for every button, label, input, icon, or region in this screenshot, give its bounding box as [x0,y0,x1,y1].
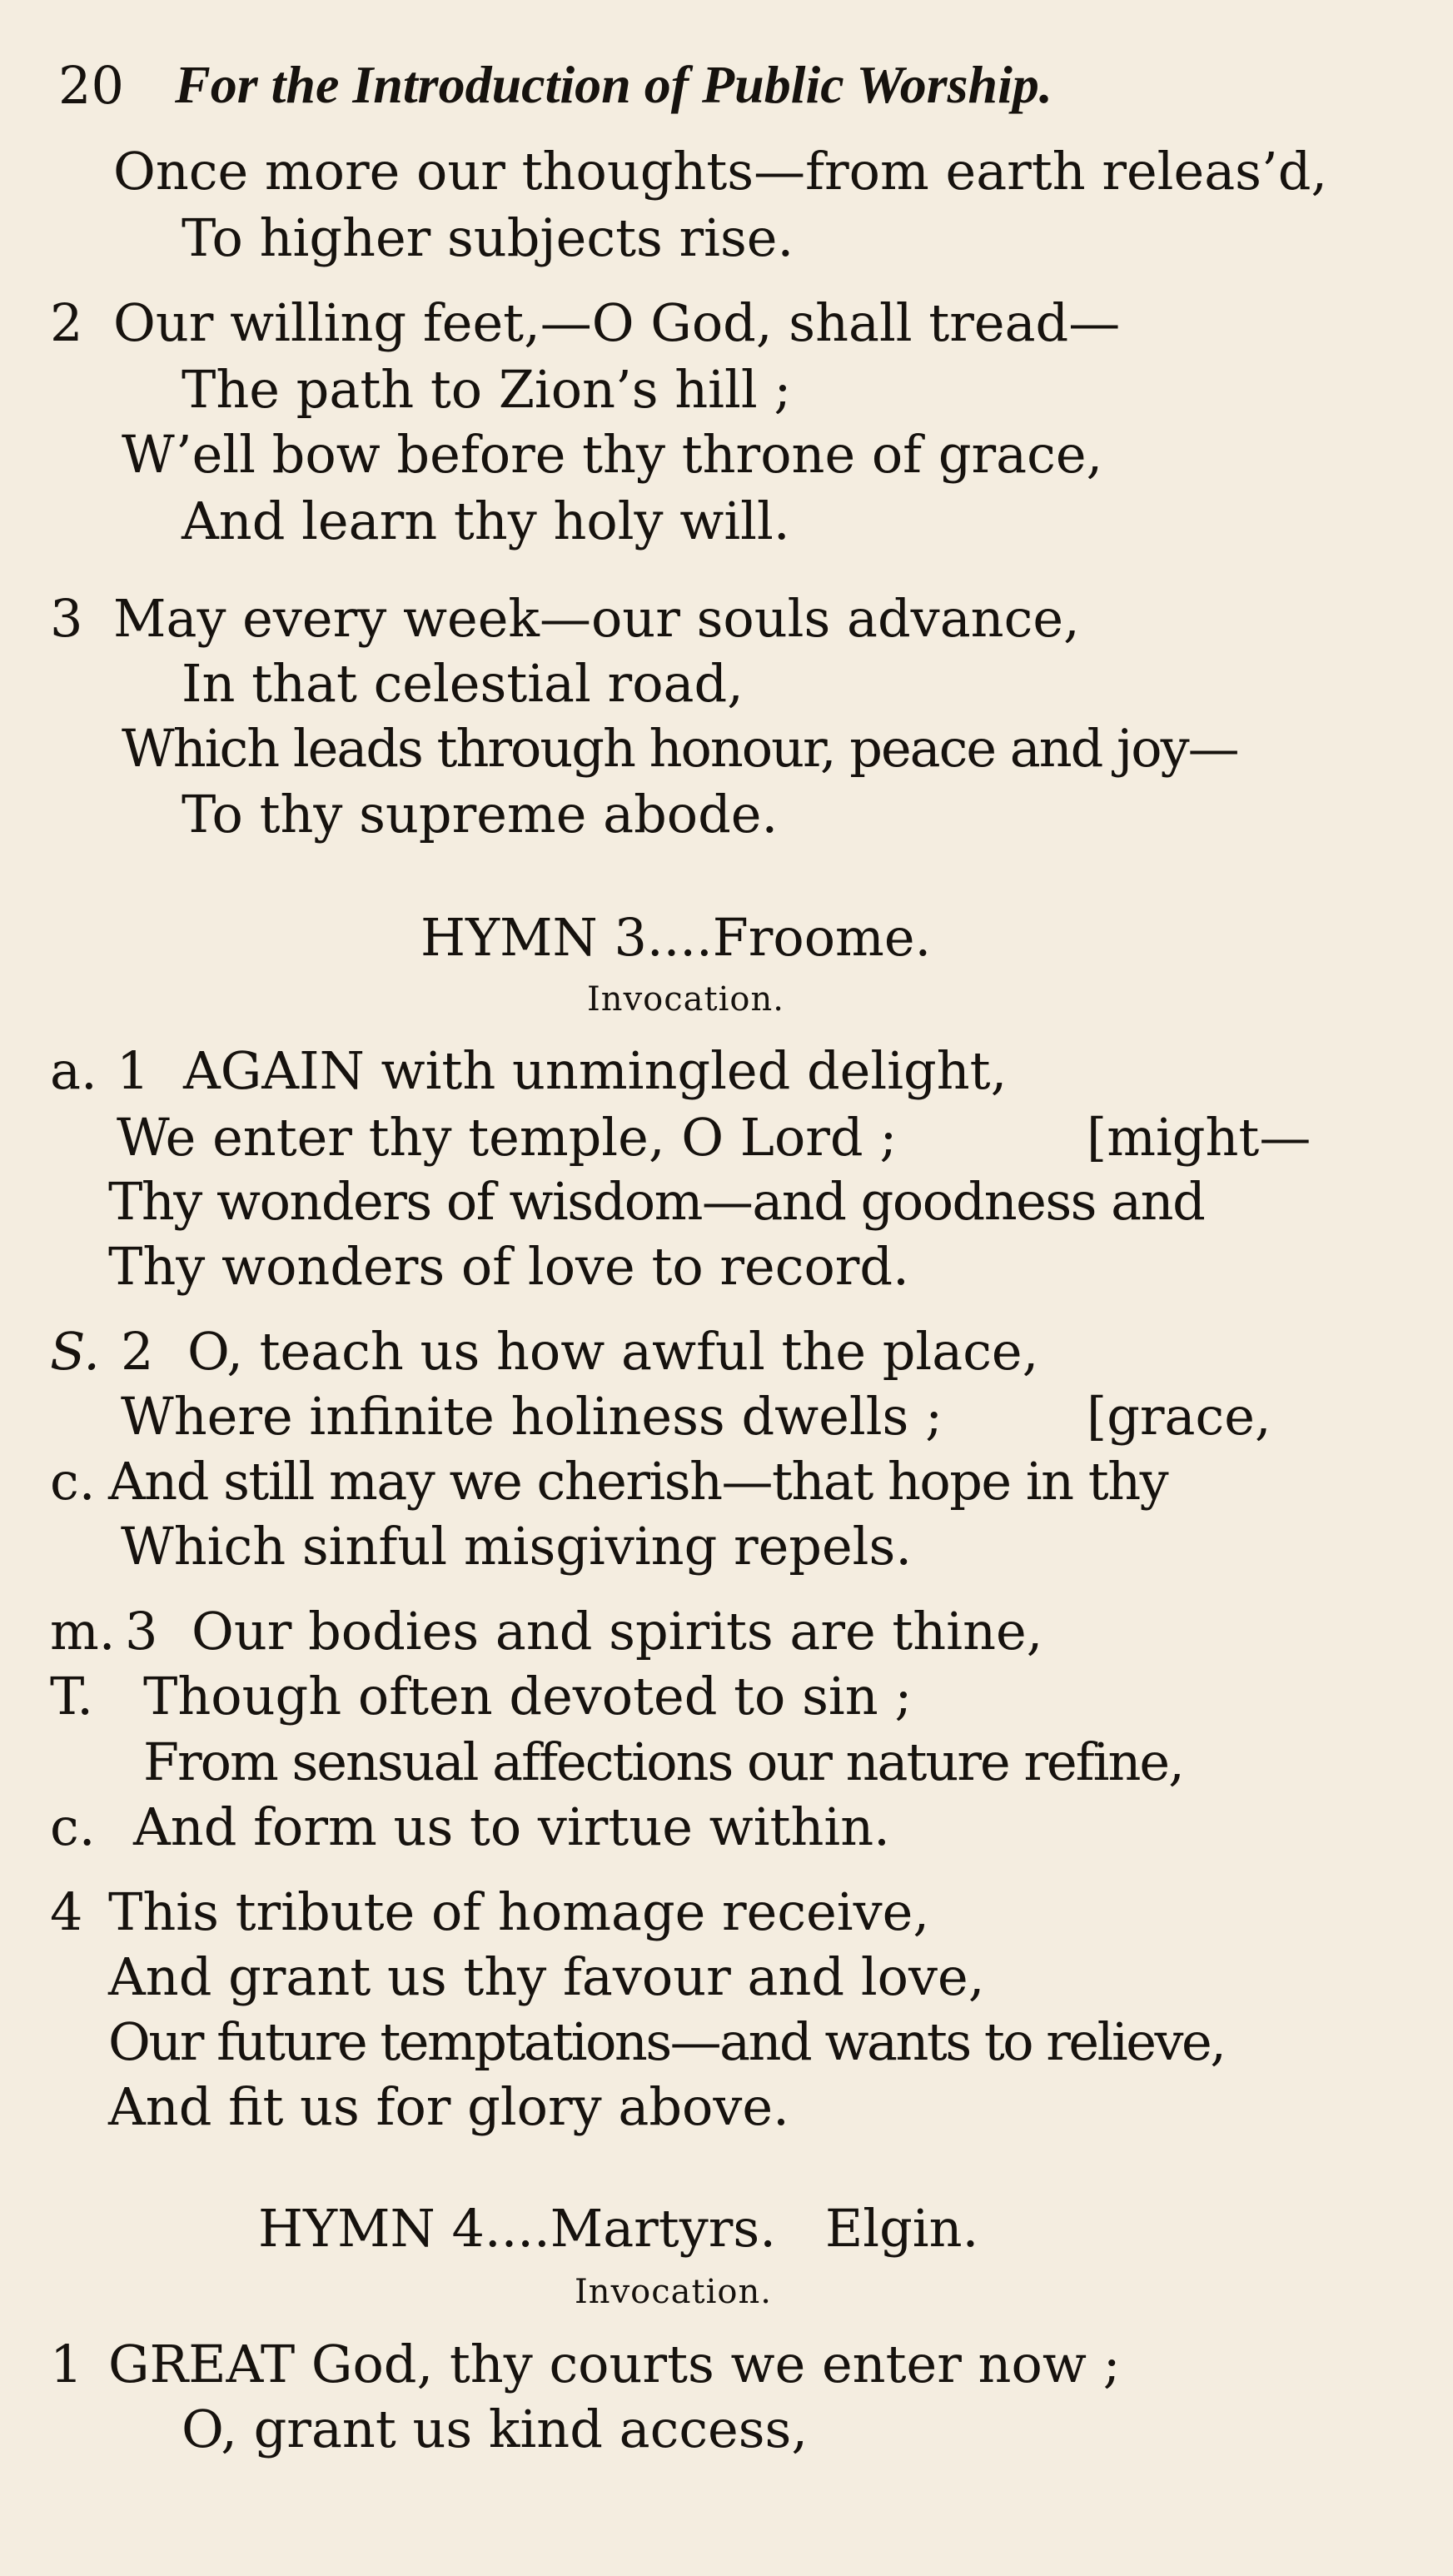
verse-line: We enter thy temple, O Lord ; [117,1107,898,1168]
hymn-title: HYMN 3....Froome. [420,907,932,968]
stanza-number: 1 [117,1040,150,1101]
verse-line: Which sinful misgiving repels. [121,1516,913,1577]
verse-line: To thy supreme abode. [182,784,779,845]
verse-line: Thy wonders of wisdom—and goodness and [108,1171,1205,1232]
hymn-subtitle: Invocation. [587,980,784,1019]
verse-line: And form us to virtue within. [133,1796,890,1857]
performance-mark: c. [50,1451,96,1512]
turnover-text: [might— [1087,1107,1311,1168]
verse-line: Our bodies and spirits are thine, [192,1601,1043,1662]
performance-mark: S. [50,1321,100,1382]
verse-line: And grant us thy favour and love, [108,1946,985,2007]
verse-line: Which leads through honour, peace and joy— [122,718,1238,779]
verse-line: Where infinite holiness dwells ; [121,1386,943,1447]
verse-line: And learn thy holy will. [182,491,790,551]
verse-line: Though often devoted to sin ; [143,1666,913,1726]
running-title: For the Introduction of Public Worship. [175,55,1052,114]
stanza-number: 2 [121,1321,154,1382]
verse-line: From sensual affections our nature refine, [143,1731,1183,1792]
verse-line: The path to Zion’s hill ; [182,359,792,420]
stanza-number: 3 [125,1601,158,1662]
performance-mark: m. [50,1601,116,1662]
hymn-title: HYMN 4....Martyrs. Elgin. [258,2198,979,2259]
stanza-number: 3 [50,588,83,649]
stanza-number: 2 [50,292,83,353]
verse-line: This tribute of homage receive, [108,1881,930,1942]
verse-line: O, grant us kind access, [182,2399,809,2459]
verse-line: AGAIN with unmingled delight, [183,1040,1008,1101]
verse-line: Our future temptations—and wants to relieve, [108,2011,1225,2072]
performance-mark: T. [50,1666,93,1726]
performance-mark: a. [50,1040,97,1101]
page-number: 20 [58,55,124,116]
verse-line: O, teach us how awful the place, [187,1321,1039,1382]
verse-line: W’ell bow before thy throne of grace, [122,424,1103,485]
performance-mark: c. [50,1796,96,1857]
verse-line: Our willing feet,—O God, shall tread— [113,292,1121,353]
hymn-subtitle: Invocation. [575,2273,772,2311]
verse-line: Once more our thoughts—from earth releas’d, [113,141,1328,202]
verse-line: And fit us for glory above. [108,2076,789,2137]
stanza-number: 4 [50,1881,83,1942]
verse-line: GREAT God, thy courts we enter now ; [108,2334,1121,2394]
verse-line: May every week—our souls advance, [113,588,1080,649]
verse-line: In that celestial road, [182,653,744,714]
stanza-number: 1 [50,2334,83,2394]
turnover-text: [grace, [1087,1386,1271,1447]
verse-line: To higher subjects rise. [182,207,794,268]
verse-line: Thy wonders of love to record. [108,1236,909,1297]
verse-line: And still may we cherish—that hope in thy [108,1451,1168,1512]
